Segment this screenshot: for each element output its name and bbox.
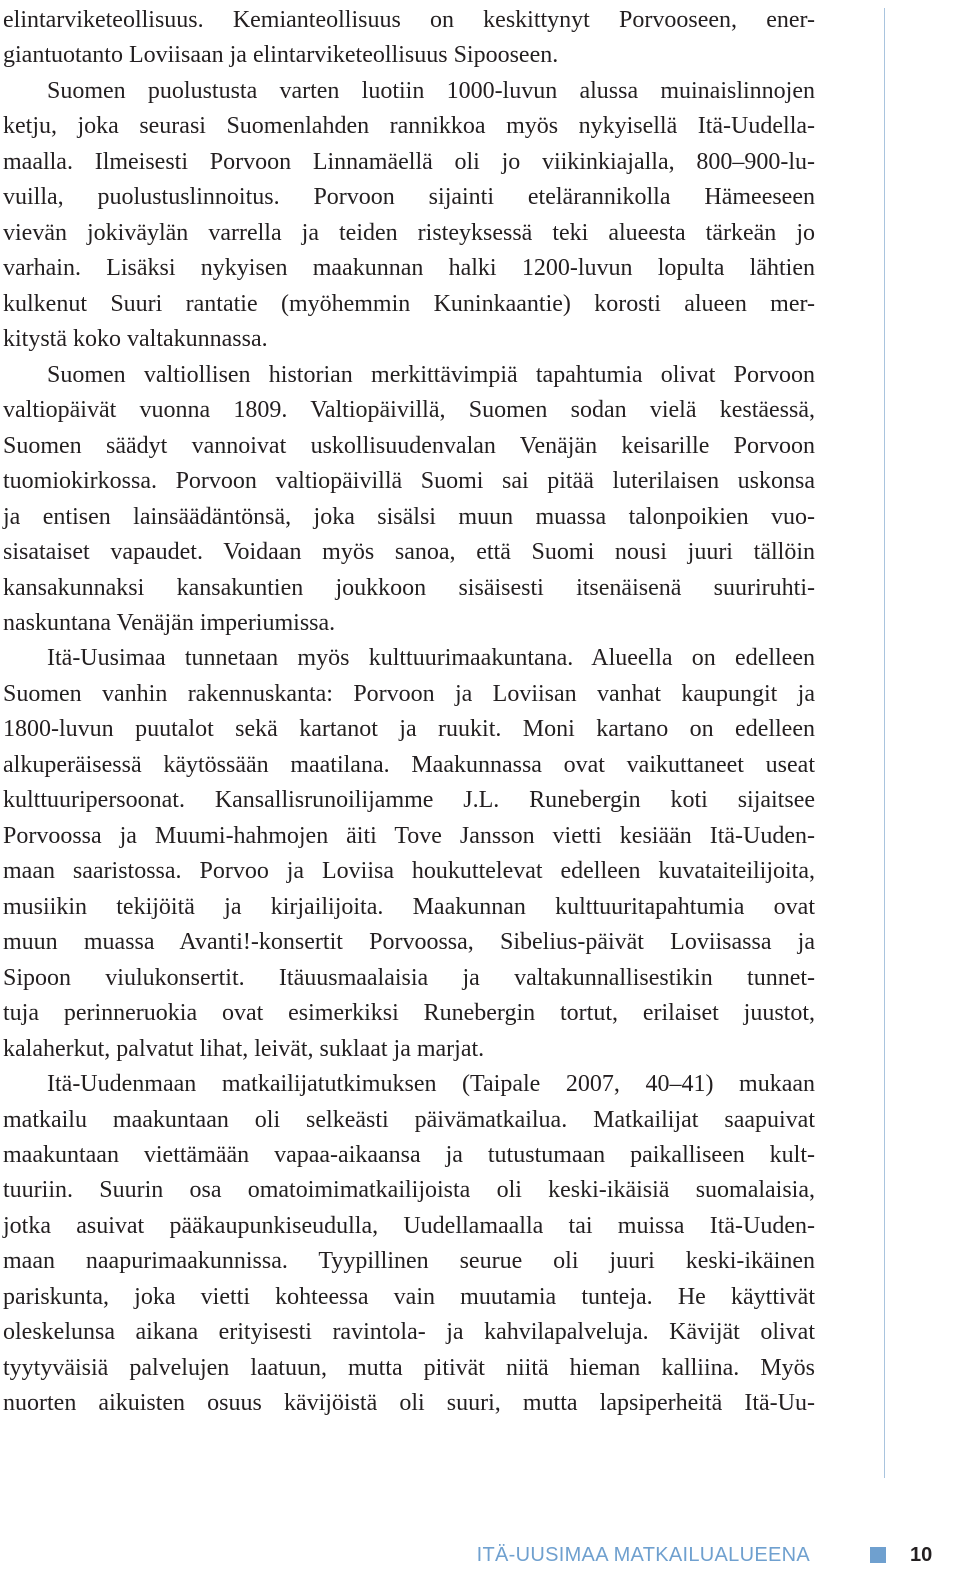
text-line: kalaherkut, palvatut lihat, leivät, suklaat ja marjat.	[3, 1035, 485, 1062]
text-line: varhain. Lisäksi nykyisen maakunnan halki 1200-luvun lopulta lähtien	[3, 255, 815, 282]
text-line: Suomen vanhin rakennuskanta: Porvoon ja Loviisan vanhat kaupungit ja	[3, 680, 815, 707]
text-line: tuomiokirkossa. Porvoon valtiopäivillä Suomi sai pitää luterilaisen uskonsa	[3, 468, 815, 495]
text-line: Sipoon viulukonsertit. Itäuusmaalaisia ja valtakunnallisestikin tunnet-	[3, 964, 815, 991]
text-line: elintarviketeollisuus. Kemianteollisuus on keskittynyt Porvooseen, ener-	[3, 7, 815, 33]
text-line: Suomen säädyt vannoivat uskollisuudenvalan Venäjän keisarille Porvoon	[3, 432, 815, 459]
text-line: maan saaristossa. Porvoo ja Loviisa houkuttelevat edelleen kuvataiteilijoita,	[3, 858, 815, 885]
text-line: nuorten aikuisten osuus kävijöistä oli suuri, mutta lapsiperheitä Itä-Uu-	[3, 1390, 815, 1417]
text-line: alkuperäisessä käytössään maatilana. Maakunnassa ovat vaikuttaneet useat	[3, 751, 815, 778]
text-line: muun muassa Avanti!-konsertit Porvoossa, Sibelius-päivät Loviisassa ja	[3, 929, 815, 956]
footer-section-title: ITÄ-UUSIMAA MATKAILUALUEENA	[476, 1544, 810, 1566]
text-line: kulkenut Suuri rantatie (myöhemmin Kuninkaantie) korosti alueen mer-	[3, 290, 815, 317]
text-line: naskuntana Venäjän imperiumissa.	[3, 609, 336, 636]
text-line: tuja perinneruokia ovat esimerkiksi Runebergin tortut, erilaiset juustot,	[3, 1000, 815, 1027]
text-line: maakuntaan viettämään vapaa-aikaansa ja tutustumaan paikalliseen kult-	[3, 1142, 815, 1168]
text-line: sisataiset vapaudet. Voidaan myös sanoa, että Suomi nousi juuri tällöin	[3, 539, 815, 566]
text-line: jotka asuivat pääkaupunkiseudulla, Uudellamaalla tai muissa Itä-Uuden-	[3, 1212, 815, 1239]
paragraph-start-line: Itä-Uudenmaan matkailijatutkimuksen (Taipale 2007, 40–41) mukaan	[47, 1071, 815, 1098]
text-line: Porvoossa ja Muumi-hahmojen äiti Tove Jansson vietti kesiään Itä-Uuden-	[3, 822, 815, 849]
text-line: 1800-luvun puutalot sekä kartanot ja ruukit. Moni kartano on edelleen	[3, 716, 815, 743]
text-line: oleskelunsa aikana erityisesti ravintola- ja kahvilapalveluja. Kävijät olivat	[3, 1319, 815, 1346]
text-line: ketju, joka seurasi Suomenlahden rannikkoa myös nykyisellä Itä-Uudella-	[3, 113, 815, 140]
paragraph-start-line: Itä-Uusimaa tunnetaan myös kulttuurimaakuntana. Alueella on edelleen	[47, 645, 815, 672]
text-line: tuuriin. Suurin osa omatoimimatkailijoista oli keski-ikäisiä suomalaisia,	[3, 1177, 815, 1204]
text-line: giantuotanto Loviisaan ja elintarviketeollisuus Sipooseen.	[3, 42, 559, 69]
text-line: maalla. Ilmeisesti Porvoon Linnamäellä oli jo viikinkiajalla, 800–900-lu-	[3, 148, 815, 175]
text-line: kitystä koko valtakunnassa.	[3, 326, 268, 353]
paragraph-start-line: Suomen valtiollisen historian merkittävimpiä tapahtumia olivat Porvoon	[47, 361, 815, 388]
text-line: kulttuuripersoonat. Kansallisrunoilijamme J.L. Runebergin koti sijaitsee	[3, 787, 815, 814]
text-line: tyytyväisiä palvelujen laatuun, mutta pitivät niitä hieman kalliina. Myös	[3, 1354, 815, 1381]
paragraph-start-line: Suomen puolustusta varten luotiin 1000-luvun alussa muinaislinnojen	[47, 77, 815, 104]
text-line: maan naapurimaakunnissa. Tyypillinen seurue oli juuri keski-ikäinen	[3, 1248, 815, 1275]
page-number: 10	[910, 1544, 933, 1566]
body-text	[3, 0, 815, 1422]
footer-square-icon	[870, 1547, 886, 1563]
text-line: pariskunta, joka vietti kohteessa vain muutamia tunteja. He käyttivät	[3, 1283, 815, 1310]
text-line: valtiopäivät vuonna 1809. Valtiopäivillä, Suomen sodan vielä kestäessä,	[3, 397, 815, 424]
text-line: vievän jokiväylän varrella ja teiden risteyksessä teki alueesta tärkeän jo	[3, 219, 815, 246]
text-line: vuilla, puolustuslinnoitus. Porvoon sijainti etelärannikolla Hämeeseen	[3, 184, 815, 211]
margin-rule	[884, 8, 885, 1478]
text-line: kansakunnaksi kansakuntien joukkoon sisäisesti itsenäisenä suuriruhti-	[3, 574, 815, 601]
text-line: ja entisen lainsäädäntönsä, joka sisälsi muun muassa talonpoikien vuo-	[3, 503, 815, 530]
text-line: musiikin tekijöitä ja kirjailijoita. Maakunnan kulttuuritapahtumia ovat	[3, 893, 815, 920]
text-line: matkailu maakuntaan oli selkeästi päivämatkailua. Matkailijat saapuivat	[3, 1106, 815, 1133]
